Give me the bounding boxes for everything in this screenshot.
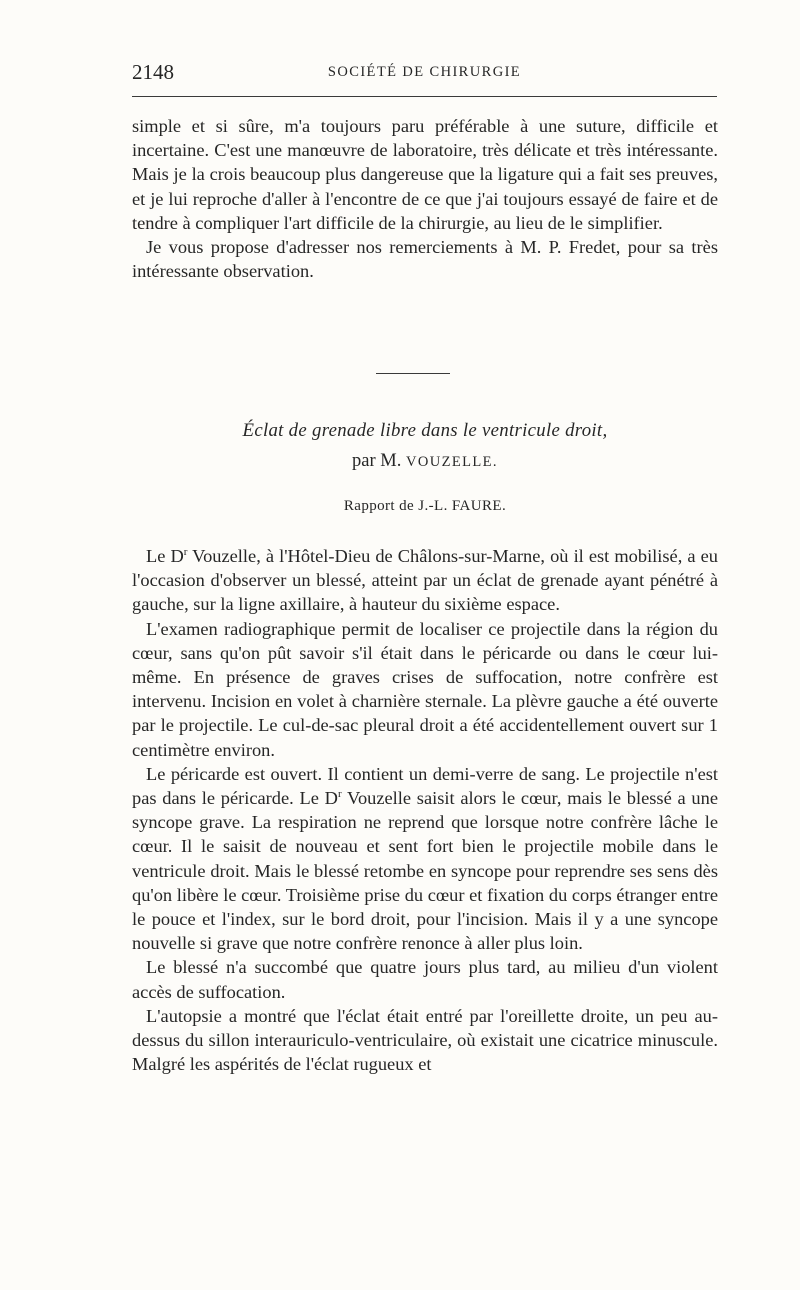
paragraph-3-start: Le péricarde est ouvert. Il contient un demi-verre de sang. Le projectile n'est pas dans le péricarde. Le D <box>132 763 718 809</box>
paragraph-1-start: Le D <box>146 546 184 566</box>
page-header <box>132 60 717 86</box>
intro-text <box>132 114 718 283</box>
article-title: Éclat de grenade libre dans le ventricule droit, <box>242 420 608 441</box>
paragraph-3-rest: Vouzelle saisit alors le cœur, mais le blessé a une syncope grave. La respiration ne reprend que lorsque notre confrère lâche le cœur. Il le saisit de nouveau et sent fort bien le projectile mobile dans le ventricule droit. Mais le blessé retombe en syncope pour reprendre ses sens dès qu'on libère le cœur. Troisième prise du cœur et fixation du corps étranger entre le pouce et l'index, sur le bord droit, pour l'incision. Mais il y a une syncope nouvelle si grave que notre confrère renonce à aller plus loin. <box>132 788 718 954</box>
paragraph-4: Le blessé n'a succombé que quatre jours plus tard, au milieu d'un violent accès de suffocation. <box>132 957 718 1002</box>
paragraph-1 <box>132 544 718 617</box>
article-byline <box>132 451 718 472</box>
section-separator <box>376 373 450 374</box>
paragraph-5: L'autopsie a montré que l'éclat était entré par l'oreillette droite, un peu au-dessus du sillon interauriculo-ventriculaire, où existait une cicatrice minuscule. Malgré les aspérités de l'éclat rugueux et <box>132 1005 718 1075</box>
superscript-r: r <box>337 787 342 800</box>
article-body <box>132 544 718 1076</box>
author-name: VOUZELLE. <box>406 454 498 470</box>
page-number: 2148 <box>132 60 174 84</box>
report-line: Rapport de J.-L. FAURE. <box>343 498 507 514</box>
byline-prefix: par M. <box>352 451 402 471</box>
running-head: SOCIÉTÉ DE CHIRURGIE <box>327 64 522 80</box>
intro-paragraph-2: Je vous propose d'adresser nos remerciements à M. P. Fredet, pour sa très intéressante observation. <box>132 237 718 282</box>
header-rule <box>132 96 717 97</box>
paragraph-3 <box>132 762 718 956</box>
paragraph-1-rest: Vouzelle, à l'Hôtel-Dieu de Châlons-sur-Marne, où il est mobilisé, a eu l'occasion d'observer un blessé, atteint par un éclat de grenade ayant pénétré à gauche, sur la ligne axillaire, à hauteur du sixième espace. <box>132 546 718 615</box>
intro-paragraph-1: simple et si sûre, m'a toujours paru préférable à une suture, difficile et incertaine. C'est une manœuvre de laboratoire, très délicate et très intéressante. Mais je la crois beaucoup plus dangereuse que la ligature qui a fait ses preuves, et je lui reproche d'aller à l'encontre de ce que j'ai toujours essayé de faire et de tendre à compliquer l'art difficile de la chirurgie, au lieu de le simplifier. <box>132 116 718 233</box>
paragraph-2: L'examen radiographique permit de localiser ce projectile dans la région du cœur, sans qu'on pût savoir s'il était dans le péricarde ou dans le cœur lui-même. En présence de graves crises de suffocation, notre confrère est intervenu. Incision en volet à charnière sternale. La plèvre gauche a été ouverte par le projectile. Le cul-de-sac pleural droit a été accidentellement ouvert sur 1 centimètre environ. <box>132 618 718 760</box>
superscript-r: r <box>183 545 188 558</box>
